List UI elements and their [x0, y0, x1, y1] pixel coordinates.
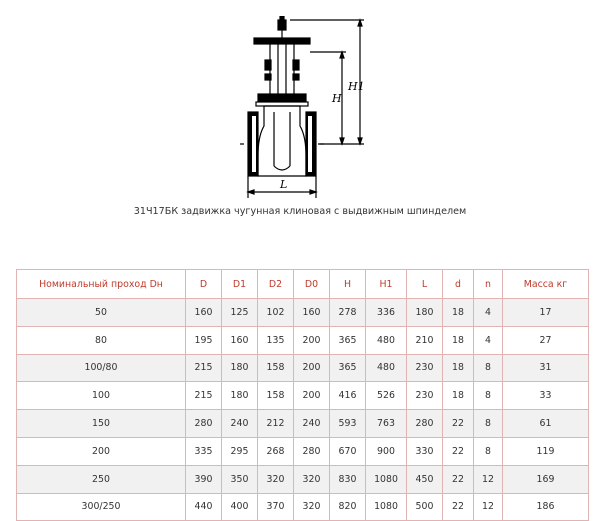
table-cell: 330 [407, 437, 443, 465]
table-cell: 280 [186, 410, 222, 438]
table-cell: 212 [258, 410, 294, 438]
table-cell: 593 [330, 410, 366, 438]
table-cell: 900 [366, 437, 407, 465]
table-cell: 280 [407, 410, 443, 438]
dimension-label-l: L [280, 178, 288, 191]
specification-table [16, 269, 589, 521]
table-cell: 17 [503, 299, 589, 327]
table-cell: 195 [186, 326, 222, 354]
table-cell: 160 [222, 326, 258, 354]
table-cell: 400 [222, 493, 258, 521]
table-cell: 4 [474, 299, 503, 327]
header-d-small: d [443, 270, 474, 299]
table-cell: 18 [443, 382, 474, 410]
table-body [17, 299, 589, 521]
dimension-label-h1: H1 [348, 80, 365, 93]
table-cell: 820 [330, 493, 366, 521]
table-cell: 320 [294, 465, 330, 493]
table-cell: 350 [222, 465, 258, 493]
header-l: L [407, 270, 443, 299]
table-cell: 22 [443, 437, 474, 465]
table-cell: 480 [366, 354, 407, 382]
table-cell: 4 [474, 326, 503, 354]
table-cell: 12 [474, 493, 503, 521]
table-cell: 8 [474, 354, 503, 382]
table-cell: 230 [407, 382, 443, 410]
header-d1: D1 [222, 270, 258, 299]
table-cell: 278 [330, 299, 366, 327]
table-row [17, 354, 589, 382]
valve-schematic [234, 16, 368, 202]
table-cell: 158 [258, 354, 294, 382]
table-cell: 160 [294, 299, 330, 327]
table-cell: 210 [407, 326, 443, 354]
table-cell: 320 [258, 465, 294, 493]
table-cell: 1080 [366, 493, 407, 521]
table-cell: 670 [330, 437, 366, 465]
header-d0: D0 [294, 270, 330, 299]
table-cell: 158 [258, 382, 294, 410]
header-d: D [186, 270, 222, 299]
table-cell: 80 [17, 326, 186, 354]
table-cell: 61 [503, 410, 589, 438]
header-nominal-bore: Номинальный проход Dн [17, 270, 186, 299]
table-cell: 50 [17, 299, 186, 327]
table-cell: 18 [443, 354, 474, 382]
table-cell: 230 [407, 354, 443, 382]
table-cell: 102 [258, 299, 294, 327]
table-cell: 22 [443, 493, 474, 521]
table-cell: 22 [443, 465, 474, 493]
table-cell: 200 [294, 354, 330, 382]
table-cell: 240 [222, 410, 258, 438]
table-row [17, 465, 589, 493]
table-cell: 18 [443, 299, 474, 327]
table-header-row [17, 270, 589, 299]
table-cell: 150 [17, 410, 186, 438]
table-cell: 450 [407, 465, 443, 493]
table-cell: 480 [366, 326, 407, 354]
table-cell: 18 [443, 326, 474, 354]
table-cell: 200 [17, 437, 186, 465]
table-cell: 250 [17, 465, 186, 493]
table-cell: 180 [222, 382, 258, 410]
table-cell: 180 [407, 299, 443, 327]
table-row [17, 382, 589, 410]
table-cell: 1080 [366, 465, 407, 493]
table-cell: 320 [294, 493, 330, 521]
table-cell: 335 [186, 437, 222, 465]
table-cell: 365 [330, 326, 366, 354]
table-cell: 100 [17, 382, 186, 410]
header-mass: Масса кг [503, 270, 589, 299]
header-h1: H1 [366, 270, 407, 299]
table-row [17, 326, 589, 354]
table-cell: 365 [330, 354, 366, 382]
table-cell: 27 [503, 326, 589, 354]
table-cell: 336 [366, 299, 407, 327]
table-cell: 500 [407, 493, 443, 521]
product-caption: 31Ч17БК задвижка чугунная клиновая с выдвижным шпинделем [133, 206, 467, 217]
table-cell: 416 [330, 382, 366, 410]
gate-valve-drawing [234, 16, 368, 202]
dimension-label-h: H [332, 92, 342, 105]
header-d2: D2 [258, 270, 294, 299]
table-row [17, 299, 589, 327]
table-cell: 440 [186, 493, 222, 521]
table-cell: 8 [474, 410, 503, 438]
table-cell: 31 [503, 354, 589, 382]
table-cell: 300/250 [17, 493, 186, 521]
table-cell: 169 [503, 465, 589, 493]
table-cell: 526 [366, 382, 407, 410]
table-cell: 295 [222, 437, 258, 465]
table-cell: 215 [186, 354, 222, 382]
table-cell: 215 [186, 382, 222, 410]
table-row [17, 493, 589, 521]
header-h: H [330, 270, 366, 299]
table-cell: 125 [222, 299, 258, 327]
table-cell: 186 [503, 493, 589, 521]
table-cell: 200 [294, 326, 330, 354]
table-cell: 280 [294, 437, 330, 465]
table-cell: 200 [294, 382, 330, 410]
table-cell: 268 [258, 437, 294, 465]
table-cell: 180 [222, 354, 258, 382]
table-cell: 8 [474, 382, 503, 410]
table-cell: 100/80 [17, 354, 186, 382]
table-cell: 12 [474, 465, 503, 493]
table-cell: 119 [503, 437, 589, 465]
table-cell: 370 [258, 493, 294, 521]
table-row [17, 410, 589, 438]
table-cell: 240 [294, 410, 330, 438]
table-cell: 763 [366, 410, 407, 438]
table-cell: 33 [503, 382, 589, 410]
table-cell: 160 [186, 299, 222, 327]
table-cell: 390 [186, 465, 222, 493]
table-cell: 135 [258, 326, 294, 354]
table-cell: 8 [474, 437, 503, 465]
table-cell: 22 [443, 410, 474, 438]
header-n: n [474, 270, 503, 299]
table-row [17, 437, 589, 465]
table-cell: 830 [330, 465, 366, 493]
